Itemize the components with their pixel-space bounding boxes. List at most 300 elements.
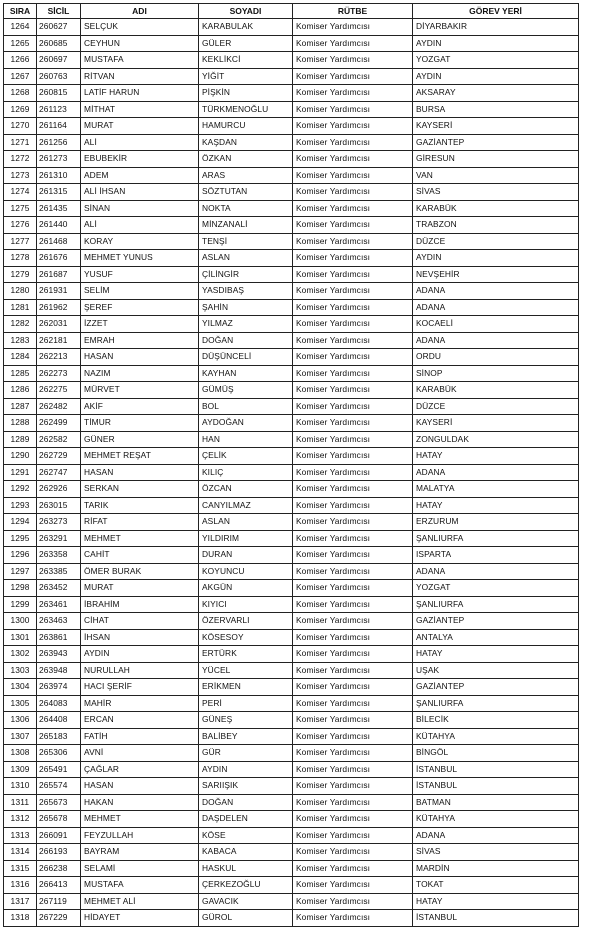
table-row — [4, 811, 579, 828]
cell-gorev-yeri: MARDİN — [413, 860, 579, 877]
cell-adi: RİTVAN — [81, 68, 199, 85]
cell-rutbe: Komiser Yardımcısı — [293, 332, 413, 349]
cell-sira: 1316 — [4, 877, 37, 894]
cell-sicil: 261676 — [37, 250, 81, 267]
cell-rutbe: Komiser Yardımcısı — [293, 134, 413, 151]
cell-sicil: 261315 — [37, 184, 81, 201]
cell-rutbe: Komiser Yardımcısı — [293, 431, 413, 448]
cell-gorev-yeri: BİNGÖL — [413, 745, 579, 762]
cell-adi: İHSAN — [81, 629, 199, 646]
cell-gorev-yeri: TOKAT — [413, 877, 579, 894]
cell-soyadi: DOĞAN — [199, 332, 293, 349]
table-row — [4, 910, 579, 927]
cell-sira: 1288 — [4, 415, 37, 432]
cell-sira: 1290 — [4, 448, 37, 465]
cell-gorev-yeri: ZONGULDAK — [413, 431, 579, 448]
cell-gorev-yeri: BATMAN — [413, 794, 579, 811]
cell-soyadi: YASDIBAŞ — [199, 283, 293, 300]
cell-sira: 1299 — [4, 596, 37, 613]
cell-soyadi: PERİ — [199, 695, 293, 712]
cell-gorev-yeri: ANTALYA — [413, 629, 579, 646]
table-row — [4, 827, 579, 844]
cell-soyadi: GÜR — [199, 745, 293, 762]
cell-sicil: 261687 — [37, 266, 81, 283]
cell-rutbe: Komiser Yardımcısı — [293, 745, 413, 762]
cell-sira: 1266 — [4, 52, 37, 69]
cell-sicil: 265491 — [37, 761, 81, 778]
table-row — [4, 349, 579, 366]
cell-sicil: 261962 — [37, 299, 81, 316]
cell-sira: 1283 — [4, 332, 37, 349]
cell-soyadi: HAN — [199, 431, 293, 448]
cell-gorev-yeri: KARABÜK — [413, 382, 579, 399]
cell-sicil: 262482 — [37, 398, 81, 415]
cell-adi: NURULLAH — [81, 662, 199, 679]
table-row — [4, 448, 579, 465]
cell-sira: 1312 — [4, 811, 37, 828]
header-gorev-yeri: GÖREV YERİ — [413, 4, 579, 19]
table-row — [4, 547, 579, 564]
cell-sira: 1304 — [4, 679, 37, 696]
cell-sira: 1282 — [4, 316, 37, 333]
cell-sira: 1305 — [4, 695, 37, 712]
table-row — [4, 695, 579, 712]
cell-soyadi: BOL — [199, 398, 293, 415]
cell-gorev-yeri: ADANA — [413, 563, 579, 580]
cell-soyadi: YILMAZ — [199, 316, 293, 333]
cell-sira: 1294 — [4, 514, 37, 531]
cell-adi: CAHİT — [81, 547, 199, 564]
table-row — [4, 844, 579, 861]
cell-sira: 1307 — [4, 728, 37, 745]
table-row — [4, 283, 579, 300]
cell-rutbe: Komiser Yardımcısı — [293, 151, 413, 168]
cell-adi: MURAT — [81, 580, 199, 597]
header-adi: ADI — [81, 4, 199, 19]
cell-soyadi: PİŞKİN — [199, 85, 293, 102]
table-row — [4, 778, 579, 795]
cell-gorev-yeri: ADANA — [413, 464, 579, 481]
cell-sicil: 263461 — [37, 596, 81, 613]
cell-rutbe: Komiser Yardımcısı — [293, 233, 413, 250]
table-row — [4, 679, 579, 696]
cell-adi: AVNİ — [81, 745, 199, 762]
cell-sira: 1300 — [4, 613, 37, 630]
cell-adi: MUSTAFA — [81, 877, 199, 894]
header-sicil: SİCİL — [37, 4, 81, 19]
cell-sira: 1296 — [4, 547, 37, 564]
cell-soyadi: KABACA — [199, 844, 293, 861]
cell-adi: HACI ŞERİF — [81, 679, 199, 696]
cell-soyadi: KÖSE — [199, 827, 293, 844]
cell-sicil: 263463 — [37, 613, 81, 630]
cell-adi: GÜNER — [81, 431, 199, 448]
cell-gorev-yeri: ADANA — [413, 332, 579, 349]
cell-sicil: 266091 — [37, 827, 81, 844]
cell-soyadi: ASLAN — [199, 514, 293, 531]
cell-adi: SELÇUK — [81, 19, 199, 36]
cell-adi: HAKAN — [81, 794, 199, 811]
cell-sira: 1264 — [4, 19, 37, 36]
cell-gorev-yeri: HATAY — [413, 448, 579, 465]
table-row — [4, 299, 579, 316]
cell-sira: 1314 — [4, 844, 37, 861]
cell-sira: 1274 — [4, 184, 37, 201]
cell-sicil: 262926 — [37, 481, 81, 498]
cell-sicil: 263015 — [37, 497, 81, 514]
cell-adi: YUSUF — [81, 266, 199, 283]
cell-soyadi: ERİKMEN — [199, 679, 293, 696]
cell-sira: 1308 — [4, 745, 37, 762]
cell-gorev-yeri: ŞANLIURFA — [413, 530, 579, 547]
cell-soyadi: ŞAHİN — [199, 299, 293, 316]
table-row — [4, 101, 579, 118]
table-row — [4, 19, 579, 36]
cell-adi: MÜRVET — [81, 382, 199, 399]
cell-soyadi: YİĞİT — [199, 68, 293, 85]
cell-rutbe: Komiser Yardımcısı — [293, 910, 413, 927]
table-row — [4, 530, 579, 547]
cell-sicil: 261440 — [37, 217, 81, 234]
cell-sicil: 262729 — [37, 448, 81, 465]
cell-adi: TARIK — [81, 497, 199, 514]
table-row — [4, 860, 579, 877]
cell-adi: SELAMİ — [81, 860, 199, 877]
cell-rutbe: Komiser Yardımcısı — [293, 679, 413, 696]
cell-gorev-yeri: AYDIN — [413, 68, 579, 85]
cell-gorev-yeri: ADANA — [413, 283, 579, 300]
cell-rutbe: Komiser Yardımcısı — [293, 794, 413, 811]
cell-soyadi: ARAS — [199, 167, 293, 184]
cell-rutbe: Komiser Yardımcısı — [293, 514, 413, 531]
cell-soyadi: KÖSESOY — [199, 629, 293, 646]
cell-sira: 1317 — [4, 893, 37, 910]
cell-soyadi: KEKLİKCİ — [199, 52, 293, 69]
cell-sira: 1315 — [4, 860, 37, 877]
cell-soyadi: AYDIN — [199, 761, 293, 778]
cell-gorev-yeri: ADANA — [413, 299, 579, 316]
table-row — [4, 52, 579, 69]
table-row — [4, 332, 579, 349]
cell-rutbe: Komiser Yardımcısı — [293, 250, 413, 267]
cell-gorev-yeri: SİVAS — [413, 844, 579, 861]
cell-sira: 1273 — [4, 167, 37, 184]
cell-sira: 1279 — [4, 266, 37, 283]
table-row — [4, 316, 579, 333]
table-row — [4, 613, 579, 630]
cell-soyadi: ÖZERVARLI — [199, 613, 293, 630]
cell-sira: 1268 — [4, 85, 37, 102]
cell-adi: MEHMET ALİ — [81, 893, 199, 910]
cell-sicil: 263974 — [37, 679, 81, 696]
cell-gorev-yeri: KAYSERİ — [413, 118, 579, 135]
cell-sira: 1318 — [4, 910, 37, 927]
cell-adi: ERCAN — [81, 712, 199, 729]
cell-soyadi: TENŞİ — [199, 233, 293, 250]
cell-sira: 1298 — [4, 580, 37, 597]
cell-sira: 1285 — [4, 365, 37, 382]
cell-gorev-yeri: DÜZCE — [413, 233, 579, 250]
cell-rutbe: Komiser Yardımcısı — [293, 712, 413, 729]
cell-rutbe: Komiser Yardımcısı — [293, 827, 413, 844]
cell-gorev-yeri: AYDIN — [413, 35, 579, 52]
cell-sicil: 262273 — [37, 365, 81, 382]
cell-rutbe: Komiser Yardımcısı — [293, 629, 413, 646]
cell-sicil: 263385 — [37, 563, 81, 580]
cell-gorev-yeri: KARABÜK — [413, 200, 579, 217]
cell-gorev-yeri: AKSARAY — [413, 85, 579, 102]
cell-sicil: 263291 — [37, 530, 81, 547]
cell-soyadi: CANYILMAZ — [199, 497, 293, 514]
cell-adi: EMRAH — [81, 332, 199, 349]
cell-adi: LATİF HARUN — [81, 85, 199, 102]
cell-sira: 1306 — [4, 712, 37, 729]
cell-rutbe: Komiser Yardımcısı — [293, 266, 413, 283]
table-header-row — [4, 4, 579, 19]
cell-sicil: 263943 — [37, 646, 81, 663]
cell-gorev-yeri: AYDIN — [413, 250, 579, 267]
table-row — [4, 629, 579, 646]
cell-gorev-yeri: BİLECİK — [413, 712, 579, 729]
cell-soyadi: YÜCEL — [199, 662, 293, 679]
cell-sicil: 265574 — [37, 778, 81, 795]
cell-rutbe: Komiser Yardımcısı — [293, 365, 413, 382]
cell-adi: MURAT — [81, 118, 199, 135]
cell-sira: 1303 — [4, 662, 37, 679]
cell-rutbe: Komiser Yardımcısı — [293, 448, 413, 465]
cell-adi: ÇAĞLAR — [81, 761, 199, 778]
cell-rutbe: Komiser Yardımcısı — [293, 497, 413, 514]
cell-sicil: 261435 — [37, 200, 81, 217]
table-row — [4, 728, 579, 745]
cell-rutbe: Komiser Yardımcısı — [293, 85, 413, 102]
cell-sira: 1277 — [4, 233, 37, 250]
cell-soyadi: ASLAN — [199, 250, 293, 267]
cell-soyadi: HAMURCU — [199, 118, 293, 135]
cell-soyadi: GÜROL — [199, 910, 293, 927]
cell-adi: RİFAT — [81, 514, 199, 531]
cell-gorev-yeri: SİVAS — [413, 184, 579, 201]
table-row — [4, 712, 579, 729]
cell-soyadi: YILDIRIM — [199, 530, 293, 547]
cell-soyadi: KIYICI — [199, 596, 293, 613]
cell-sicil: 264408 — [37, 712, 81, 729]
cell-adi: MEHMET YUNUS — [81, 250, 199, 267]
cell-gorev-yeri: İSTANBUL — [413, 910, 579, 927]
cell-sira: 1301 — [4, 629, 37, 646]
cell-sira: 1291 — [4, 464, 37, 481]
cell-rutbe: Komiser Yardımcısı — [293, 728, 413, 745]
cell-sira: 1309 — [4, 761, 37, 778]
cell-gorev-yeri: HATAY — [413, 497, 579, 514]
cell-rutbe: Komiser Yardımcısı — [293, 547, 413, 564]
cell-adi: İZZET — [81, 316, 199, 333]
cell-adi: HASAN — [81, 778, 199, 795]
cell-sira: 1276 — [4, 217, 37, 234]
cell-gorev-yeri: UŞAK — [413, 662, 579, 679]
cell-sicil: 262499 — [37, 415, 81, 432]
cell-soyadi: SÖZTUTAN — [199, 184, 293, 201]
cell-rutbe: Komiser Yardımcısı — [293, 118, 413, 135]
cell-sicil: 265183 — [37, 728, 81, 745]
cell-gorev-yeri: DİYARBAKIR — [413, 19, 579, 36]
table-row — [4, 431, 579, 448]
cell-sicil: 261468 — [37, 233, 81, 250]
cell-sicil: 261123 — [37, 101, 81, 118]
cell-sira: 1297 — [4, 563, 37, 580]
cell-gorev-yeri: ŞANLIURFA — [413, 695, 579, 712]
cell-sicil: 261310 — [37, 167, 81, 184]
cell-rutbe: Komiser Yardımcısı — [293, 464, 413, 481]
table-row — [4, 514, 579, 531]
cell-gorev-yeri: HATAY — [413, 893, 579, 910]
cell-rutbe: Komiser Yardımcısı — [293, 52, 413, 69]
cell-rutbe: Komiser Yardımcısı — [293, 415, 413, 432]
cell-rutbe: Komiser Yardımcısı — [293, 184, 413, 201]
cell-soyadi: ÖZKAN — [199, 151, 293, 168]
table-row — [4, 85, 579, 102]
cell-soyadi: KARABULAK — [199, 19, 293, 36]
cell-sicil: 266193 — [37, 844, 81, 861]
cell-soyadi: MİNZANALİ — [199, 217, 293, 234]
cell-rutbe: Komiser Yardımcısı — [293, 563, 413, 580]
cell-rutbe: Komiser Yardımcısı — [293, 811, 413, 828]
cell-adi: ALİ İHSAN — [81, 184, 199, 201]
cell-sicil: 260763 — [37, 68, 81, 85]
cell-soyadi: KAŞDAN — [199, 134, 293, 151]
cell-gorev-yeri: GAZİANTEP — [413, 134, 579, 151]
cell-soyadi: ÖZCAN — [199, 481, 293, 498]
cell-rutbe: Komiser Yardımcısı — [293, 101, 413, 118]
cell-rutbe: Komiser Yardımcısı — [293, 662, 413, 679]
cell-sicil: 265306 — [37, 745, 81, 762]
cell-gorev-yeri: İSTANBUL — [413, 761, 579, 778]
cell-rutbe: Komiser Yardımcısı — [293, 349, 413, 366]
cell-soyadi: KOYUNCU — [199, 563, 293, 580]
cell-rutbe: Komiser Yardımcısı — [293, 283, 413, 300]
cell-rutbe: Komiser Yardımcısı — [293, 382, 413, 399]
cell-sira: 1293 — [4, 497, 37, 514]
table-row — [4, 217, 579, 234]
cell-sira: 1272 — [4, 151, 37, 168]
table-row — [4, 167, 579, 184]
cell-adi: ADEM — [81, 167, 199, 184]
cell-gorev-yeri: ŞANLIURFA — [413, 596, 579, 613]
table-row — [4, 893, 579, 910]
cell-adi: FEYZULLAH — [81, 827, 199, 844]
cell-soyadi: AYDOĞAN — [199, 415, 293, 432]
cell-adi: ALİ — [81, 134, 199, 151]
cell-sicil: 261931 — [37, 283, 81, 300]
cell-adi: ALİ — [81, 217, 199, 234]
cell-soyadi: KILIÇ — [199, 464, 293, 481]
table-row — [4, 382, 579, 399]
cell-adi: SİNAN — [81, 200, 199, 217]
cell-adi: ŞEREF — [81, 299, 199, 316]
cell-sira: 1270 — [4, 118, 37, 135]
cell-rutbe: Komiser Yardımcısı — [293, 893, 413, 910]
cell-sira: 1280 — [4, 283, 37, 300]
cell-gorev-yeri: KÜTAHYA — [413, 811, 579, 828]
cell-sira: 1269 — [4, 101, 37, 118]
cell-gorev-yeri: MALATYA — [413, 481, 579, 498]
cell-adi: FATİH — [81, 728, 199, 745]
cell-sicil: 267119 — [37, 893, 81, 910]
cell-gorev-yeri: NEVŞEHİR — [413, 266, 579, 283]
cell-sicil: 262181 — [37, 332, 81, 349]
cell-adi: AKİF — [81, 398, 199, 415]
cell-gorev-yeri: GAZİANTEP — [413, 679, 579, 696]
cell-rutbe: Komiser Yardımcısı — [293, 695, 413, 712]
cell-gorev-yeri: BURSA — [413, 101, 579, 118]
cell-gorev-yeri: KAYSERİ — [413, 415, 579, 432]
table-row — [4, 580, 579, 597]
cell-soyadi: GÜNEŞ — [199, 712, 293, 729]
cell-sira: 1271 — [4, 134, 37, 151]
cell-sicil: 263948 — [37, 662, 81, 679]
cell-adi: AYDIN — [81, 646, 199, 663]
cell-rutbe: Komiser Yardımcısı — [293, 19, 413, 36]
cell-soyadi: DURAN — [199, 547, 293, 564]
cell-rutbe: Komiser Yardımcısı — [293, 761, 413, 778]
table-row — [4, 662, 579, 679]
table-row — [4, 233, 579, 250]
cell-sicil: 267229 — [37, 910, 81, 927]
cell-sira: 1302 — [4, 646, 37, 663]
cell-sira: 1265 — [4, 35, 37, 52]
cell-sicil: 260685 — [37, 35, 81, 52]
cell-sicil: 261256 — [37, 134, 81, 151]
table-row — [4, 646, 579, 663]
cell-sira: 1310 — [4, 778, 37, 795]
cell-gorev-yeri: ADANA — [413, 827, 579, 844]
table-row — [4, 794, 579, 811]
cell-rutbe: Komiser Yardımcısı — [293, 844, 413, 861]
cell-sicil: 262031 — [37, 316, 81, 333]
cell-rutbe: Komiser Yardımcısı — [293, 398, 413, 415]
cell-adi: CEYHUN — [81, 35, 199, 52]
cell-soyadi: GAVACIK — [199, 893, 293, 910]
cell-rutbe: Komiser Yardımcısı — [293, 778, 413, 795]
cell-adi: HASAN — [81, 464, 199, 481]
cell-sira: 1286 — [4, 382, 37, 399]
cell-rutbe: Komiser Yardımcısı — [293, 530, 413, 547]
cell-soyadi: GÜLER — [199, 35, 293, 52]
cell-sira: 1295 — [4, 530, 37, 547]
table-row — [4, 415, 579, 432]
cell-rutbe: Komiser Yardımcısı — [293, 580, 413, 597]
cell-soyadi: SARIIŞIK — [199, 778, 293, 795]
cell-soyadi: ERTÜRK — [199, 646, 293, 663]
cell-adi: BAYRAM — [81, 844, 199, 861]
cell-gorev-yeri: SİNOP — [413, 365, 579, 382]
table-row — [4, 200, 579, 217]
table-row — [4, 398, 579, 415]
cell-soyadi: NOKTA — [199, 200, 293, 217]
cell-adi: NAZIM — [81, 365, 199, 382]
cell-soyadi: HASKUL — [199, 860, 293, 877]
cell-adi: MEHMET — [81, 811, 199, 828]
cell-sicil: 265673 — [37, 794, 81, 811]
cell-gorev-yeri: YOZGAT — [413, 580, 579, 597]
cell-sicil: 262275 — [37, 382, 81, 399]
cell-soyadi: DOĞAN — [199, 794, 293, 811]
table-row — [4, 35, 579, 52]
cell-sicil: 263273 — [37, 514, 81, 531]
cell-adi: İBRAHİM — [81, 596, 199, 613]
cell-sira: 1313 — [4, 827, 37, 844]
cell-sicil: 262747 — [37, 464, 81, 481]
